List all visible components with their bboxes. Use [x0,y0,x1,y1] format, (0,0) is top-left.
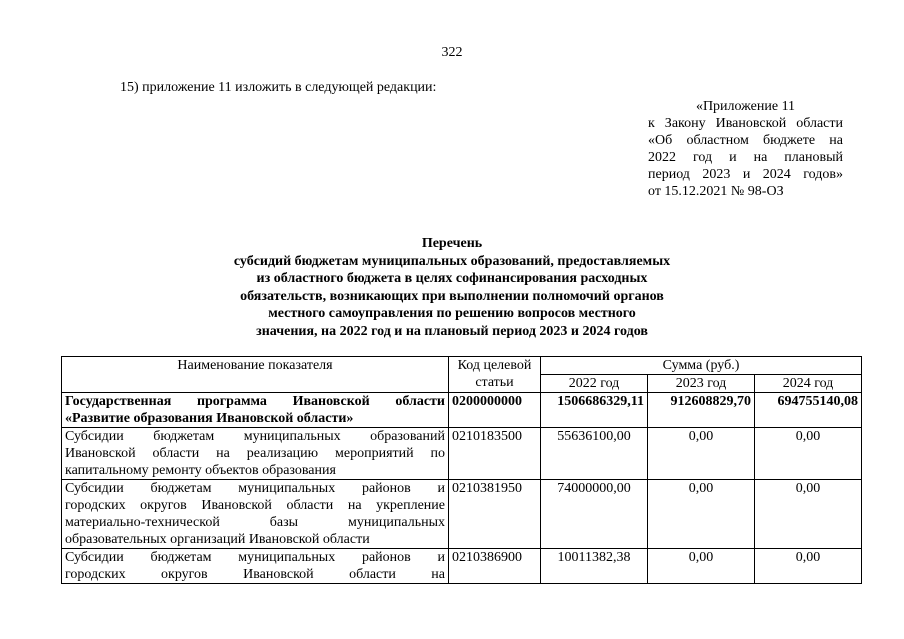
header-sum: Сумма (руб.) [541,357,862,375]
table-row [62,480,862,549]
subsidies-table [61,356,862,584]
row-value-2023: 912608829,70 [648,393,755,428]
row-name-line: городских округов Ивановской области на укрепление [65,498,445,513]
heading-line: субсидий бюджетам муниципальных образований, предоставляемых [233,253,671,269]
appendix-line: «Приложение 11 [695,99,796,114]
header-year-2024: 2024 год [755,375,862,393]
header-code-line: статьи [475,375,514,390]
row-name [62,428,449,480]
appendix-line: период 2023 и 2024 годов» [648,167,843,182]
appendix-line: от 15.12.2021 № 98-ОЗ [648,184,784,199]
row-name-line: Ивановской области на реализацию мероприятий по [65,446,445,461]
row-code: 0200000000 [449,393,541,428]
row-name-line: «Развитие образования Ивановской области» [65,411,354,426]
heading-line: из областного бюджета в целях софинансирования расходных [256,271,648,286]
header-code-line: Код целевой [457,358,532,373]
header-year-2023: 2023 год [648,375,755,393]
header-year-2022: 2022 год [541,375,648,393]
table-row [62,393,862,428]
table-header-row [62,357,862,375]
appendix-line: к Закону Ивановской области [648,116,843,131]
row-value-2023: 0,00 [648,549,755,584]
row-value-2023: 0,00 [648,480,755,549]
row-value-2022: 10011382,38 [541,549,648,584]
page-number: 322 [441,45,463,60]
heading-line: обязательств, возникающих при выполнении полномочий органов [240,288,664,304]
intro-text: 15) приложение 11 изложить в следующей редакции: [120,80,437,95]
row-value-2024: 0,00 [755,549,862,584]
row-name [62,480,449,549]
row-name [62,549,449,584]
header-code [449,357,541,393]
table-row [62,549,862,584]
row-name-line: Субсидии бюджетам муниципальных районов и [65,481,445,496]
row-name-line: материально-технической базы муниципальных [65,515,445,530]
heading-line: значения, на 2022 год и на плановый период 2023 и 2024 годов [256,323,648,339]
appendix-line: 2022 год и на плановый [648,150,843,165]
row-name [62,393,449,428]
row-name-line: Государственная программа Ивановской области [65,394,445,409]
row-code: 0210183500 [449,428,541,480]
heading-title: Перечень [421,236,483,251]
row-value-2023: 0,00 [648,428,755,480]
header-name: Наименование показателя [62,357,449,393]
table-row [62,428,862,480]
row-value-2022: 74000000,00 [541,480,648,549]
row-value-2024: 0,00 [755,480,862,549]
row-name-line: капитальному ремонту объектов образования [65,463,336,478]
row-value-2022: 55636100,00 [541,428,648,480]
row-name-line: городских округов Ивановской области на [65,567,445,582]
appendix-reference [648,98,843,200]
appendix-line: «Об областном бюджете на [648,133,843,148]
row-value-2024: 694755140,08 [755,393,862,428]
row-name-line: образовательных организаций Ивановской области [65,532,370,547]
row-name-line: Субсидии бюджетам муниципальных районов и [65,550,445,565]
row-value-2024: 0,00 [755,428,862,480]
document-heading [0,235,904,340]
row-code: 0210381950 [449,480,541,549]
row-name-line: Субсидии бюджетам муниципальных образований [65,429,445,444]
row-code: 0210386900 [449,549,541,584]
heading-line: местного самоуправления по решению вопросов местного [268,306,636,321]
row-value-2022: 1506686329,11 [541,393,648,428]
